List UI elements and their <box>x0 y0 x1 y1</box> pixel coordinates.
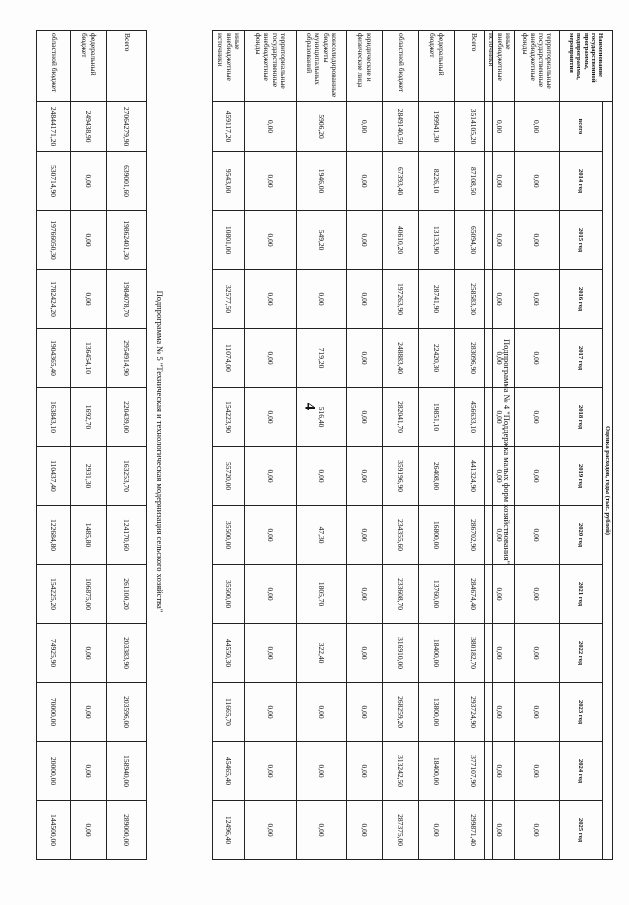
table-cell: 0,00 <box>485 152 515 211</box>
table-cell: 0,00 <box>245 742 297 801</box>
table-cell: 1485,80 <box>71 506 107 565</box>
table-cell: 47,30 <box>297 506 347 565</box>
table-cell: 0,00 <box>485 329 515 388</box>
table-cell: 0,00 <box>347 801 383 860</box>
table-cell: 199941,30 <box>419 102 455 152</box>
table-cell: 67393,40 <box>383 152 419 211</box>
table-cell: 0,00 <box>71 801 107 860</box>
table-cell: 0,00 <box>347 388 383 447</box>
table-cell: 27064279,90 <box>107 102 147 152</box>
table-cell: 0,00 <box>71 152 107 211</box>
table-cell: 0,00 <box>515 447 560 506</box>
table-cell: 1946,00 <box>297 152 347 211</box>
table-cell: 35500,00 <box>213 506 245 565</box>
table-cell: 3514105,20 <box>455 102 493 152</box>
table-row <box>383 31 419 860</box>
header-year-11: 2024 год <box>560 742 603 801</box>
table-cell: 16800,00 <box>419 506 455 565</box>
row-label: консолидированные бюджеты муниципальных образований <box>297 31 347 102</box>
header-year-6: 2019 год <box>560 447 603 506</box>
table-cell: 0,00 <box>485 801 515 860</box>
table-cell: 248883,40 <box>383 329 419 388</box>
header-estimate-title: Оценка расходов, годы (тыс. рублей) <box>603 102 613 860</box>
header-year-7: 2020 год <box>560 506 603 565</box>
table-row <box>515 31 560 860</box>
table-cell: 0,00 <box>515 152 560 211</box>
table-cell: 0,00 <box>297 270 347 329</box>
table-cell: 0,00 <box>245 565 297 624</box>
header-year-5: 2018 год <box>560 388 603 447</box>
table-cell: 0,00 <box>245 329 297 388</box>
table-cell: 0,00 <box>245 683 297 742</box>
table-cell: 549,20 <box>297 211 347 270</box>
table-cell: 0,00 <box>347 270 383 329</box>
table-row <box>37 31 71 860</box>
rotated-page-content <box>23 30 613 873</box>
table-cell: 233608,70 <box>383 565 419 624</box>
table-cell: 2931,30 <box>71 447 107 506</box>
table-cell: 0,00 <box>515 329 560 388</box>
table-cell: 5906,20 <box>297 102 347 152</box>
table-cell: 203596,00 <box>107 683 147 742</box>
table-cell: 0,00 <box>515 683 560 742</box>
table-cell: 8226,10 <box>419 152 455 211</box>
table-cell: 1782424,20 <box>37 270 71 329</box>
table-cell: 299871,40 <box>455 801 493 860</box>
table-cell: 441324,90 <box>455 447 493 506</box>
table-cell: 158940,00 <box>107 742 147 801</box>
table-cell: 0,00 <box>515 565 560 624</box>
table-cell: 0,00 <box>485 447 515 506</box>
row-label: территориальные государственные внебюджетные фонды <box>515 31 560 102</box>
row-label: иные внебюджетные источники <box>213 31 245 102</box>
table-cell: 0,00 <box>347 329 383 388</box>
table-cell: 0,00 <box>245 801 297 860</box>
header-year-9: 2022 год <box>560 624 603 683</box>
table-cell: 516,40 <box>297 388 347 447</box>
table-cell: 45465,40 <box>213 742 245 801</box>
row-label: областной бюджет <box>383 31 419 102</box>
header-year-3: 2016 год <box>560 270 603 329</box>
table-cell: 456633,10 <box>455 388 493 447</box>
table-cell: 220439,00 <box>107 388 147 447</box>
row-label: территориальные государственные внебюджетные фонды <box>245 31 297 102</box>
table-cell: 0,00 <box>515 270 560 329</box>
header-year-12: 2025 год <box>560 801 603 860</box>
table-cell: 154223,90 <box>213 388 245 447</box>
table-cell: 28741,90 <box>419 270 455 329</box>
header-year-2: 2015 год <box>560 211 603 270</box>
table-cell: 258583,30 <box>455 270 493 329</box>
table-cell: 11074,00 <box>213 329 245 388</box>
table-cell: 19851,10 <box>419 388 455 447</box>
table-cell: 0,00 <box>297 742 347 801</box>
table-cell: 12496,40 <box>213 801 245 860</box>
table-cell: 1984078,70 <box>107 270 147 329</box>
table-cell: 106875,00 <box>71 565 107 624</box>
table-cell: 0,00 <box>297 801 347 860</box>
table-cell: 293724,90 <box>455 683 493 742</box>
table-cell: 719,20 <box>297 329 347 388</box>
subprogram-5-table <box>36 30 147 860</box>
table-cell: 110437,40 <box>37 447 71 506</box>
table-cell: 0,00 <box>515 742 560 801</box>
header-year-1: 2014 год <box>560 152 603 211</box>
subprogram-4-title: Подпрограмма № 4 "Поддержка малых форм хозяйствования" <box>502 338 512 564</box>
table-cell: 154225,20 <box>37 565 71 624</box>
table-cell: 0,00 <box>245 211 297 270</box>
table-cell: 144500,00 <box>37 801 71 860</box>
table-cell: 197263,90 <box>383 270 419 329</box>
table-cell: 377107,90 <box>455 742 493 801</box>
row-label: федеральный бюджет <box>419 31 455 102</box>
table-cell: 234355,60 <box>383 506 419 565</box>
table-cell: 249438,90 <box>71 102 107 152</box>
table-cell: 0,00 <box>485 388 515 447</box>
row-label: Всего <box>455 31 493 102</box>
table-cell: 380182,70 <box>455 624 493 683</box>
header-year-8: 2021 год <box>560 565 603 624</box>
table-cell: 322,40 <box>297 624 347 683</box>
table-cell: 0,00 <box>71 211 107 270</box>
table-cell: 13800,00 <box>419 683 455 742</box>
subprogram-5-title: Подпрограмма № 5 "Техническая и технологическая модернизация сельского хозяйства" <box>155 290 165 613</box>
table-cell: 0,00 <box>347 624 383 683</box>
table-cell: 44550,30 <box>213 624 245 683</box>
table-cell: 0,00 <box>347 152 383 211</box>
header-year-10: 2023 год <box>560 683 603 742</box>
table-cell: 282041,70 <box>383 388 419 447</box>
row-label: областной бюджет <box>37 31 71 102</box>
table-cell: 2849140,50 <box>383 102 419 152</box>
table-cell: 65094,30 <box>455 211 493 270</box>
row-label: иные внебюджетные источники <box>485 31 515 102</box>
table-cell: 0,00 <box>485 742 515 801</box>
table-cell: 0,00 <box>515 801 560 860</box>
table-row <box>71 31 107 860</box>
table-cell: 0,00 <box>515 211 560 270</box>
row-label: Всего <box>107 31 147 102</box>
table-cell: 124170,60 <box>107 506 147 565</box>
table-cell: 163843,10 <box>37 388 71 447</box>
table-cell: 19862401,30 <box>107 211 147 270</box>
page-number: 4 <box>301 402 318 411</box>
table-cell: 203383,90 <box>107 624 147 683</box>
table-cell: 0,00 <box>245 388 297 447</box>
table-cell: 74925,90 <box>37 624 71 683</box>
table-cell: 9543,00 <box>213 152 245 211</box>
table-cell: 359196,90 <box>383 447 419 506</box>
table-cell: 0,00 <box>347 506 383 565</box>
table-row <box>213 31 245 860</box>
table-cell: 0,00 <box>245 270 297 329</box>
table-cell: 0,00 <box>347 102 383 152</box>
table-cell: 0,00 <box>245 447 297 506</box>
table-cell: 1805,70 <box>297 565 347 624</box>
table-cell: 0,00 <box>347 742 383 801</box>
table-row <box>455 31 493 860</box>
table-cell: 136454,10 <box>71 329 107 388</box>
table-cell: 19766050,30 <box>37 211 71 270</box>
table-cell: 1692,70 <box>71 388 107 447</box>
table-cell: 0,00 <box>485 565 515 624</box>
table-cell: 283096,90 <box>455 329 493 388</box>
table-row <box>107 31 147 860</box>
table-cell: 24844171,20 <box>37 102 71 152</box>
table-cell: 286702,90 <box>455 506 493 565</box>
table-cell: 0,00 <box>245 506 297 565</box>
header-year-0: всего <box>560 102 603 152</box>
table-cell: 0,00 <box>485 683 515 742</box>
table-cell: 0,00 <box>419 801 455 860</box>
table-row <box>419 31 455 860</box>
table-cell: 639001,60 <box>107 152 147 211</box>
table-row <box>245 31 297 860</box>
table-cell: 70000,00 <box>37 683 71 742</box>
table-row <box>347 31 383 860</box>
table-cell: 40610,20 <box>383 211 419 270</box>
table-cell: 261100,20 <box>107 565 147 624</box>
table-cell: 0,00 <box>347 211 383 270</box>
table-cell: 313242,50 <box>383 742 419 801</box>
table-cell: 268259,20 <box>383 683 419 742</box>
table-cell: 20000,00 <box>37 742 71 801</box>
table-cell: 35500,00 <box>213 565 245 624</box>
table-cell: 18400,00 <box>419 624 455 683</box>
table-cell: 287375,00 <box>383 801 419 860</box>
table-cell: 0,00 <box>347 565 383 624</box>
table-cell: 87108,50 <box>455 152 493 211</box>
table-cell: 0,00 <box>71 742 107 801</box>
table-cell: 0,00 <box>485 624 515 683</box>
table-cell: 2954914,90 <box>107 329 147 388</box>
table-cell: 459117,20 <box>213 102 245 152</box>
table-cell: 0,00 <box>485 506 515 565</box>
table-cell: 0,00 <box>297 683 347 742</box>
table-cell: 0,00 <box>485 270 515 329</box>
table-cell: 0,00 <box>515 388 560 447</box>
table-cell: 0,00 <box>245 624 297 683</box>
table-cell: 284674,40 <box>455 565 493 624</box>
table-cell: 316910,00 <box>383 624 419 683</box>
table-cell: 22420,30 <box>419 329 455 388</box>
table-cell: 0,00 <box>71 683 107 742</box>
table-row <box>297 31 347 860</box>
table-cell: 0,00 <box>71 270 107 329</box>
table-cell: 13133,90 <box>419 211 455 270</box>
table-cell: 1904365,40 <box>37 329 71 388</box>
table-cell: 18400,00 <box>419 742 455 801</box>
table-cell: 0,00 <box>515 102 560 152</box>
row-label: юридические и физические лица <box>347 31 383 102</box>
table-cell: 0,00 <box>297 447 347 506</box>
table-cell: 11665,70 <box>213 683 245 742</box>
table-cell: 0,00 <box>485 102 515 152</box>
row-label: федеральный бюджет <box>71 31 107 102</box>
table-cell: 55720,00 <box>213 447 245 506</box>
table-cell: 0,00 <box>515 624 560 683</box>
table-cell: 0,00 <box>347 447 383 506</box>
table-cell: 0,00 <box>245 102 297 152</box>
table-cell: 26408,00 <box>419 447 455 506</box>
table-cell: 163253,70 <box>107 447 147 506</box>
table-cell: 0,00 <box>245 152 297 211</box>
table-cell: 10801,00 <box>213 211 245 270</box>
table-cell: 530714,90 <box>37 152 71 211</box>
subprogram-4-table <box>212 30 493 860</box>
table-cell: 0,00 <box>71 624 107 683</box>
table-cell: 0,00 <box>347 683 383 742</box>
table-cell: 289000,00 <box>107 801 147 860</box>
table-cell: 32577,50 <box>213 270 245 329</box>
table-cell: 0,00 <box>485 211 515 270</box>
table-cell: 13760,00 <box>419 565 455 624</box>
table-cell: 0,00 <box>515 506 560 565</box>
table-cell: 122684,80 <box>37 506 71 565</box>
header-name-column: Наименование государственной программы, подпрограммы, мероприятия <box>560 31 613 102</box>
header-year-4: 2017 год <box>560 329 603 388</box>
